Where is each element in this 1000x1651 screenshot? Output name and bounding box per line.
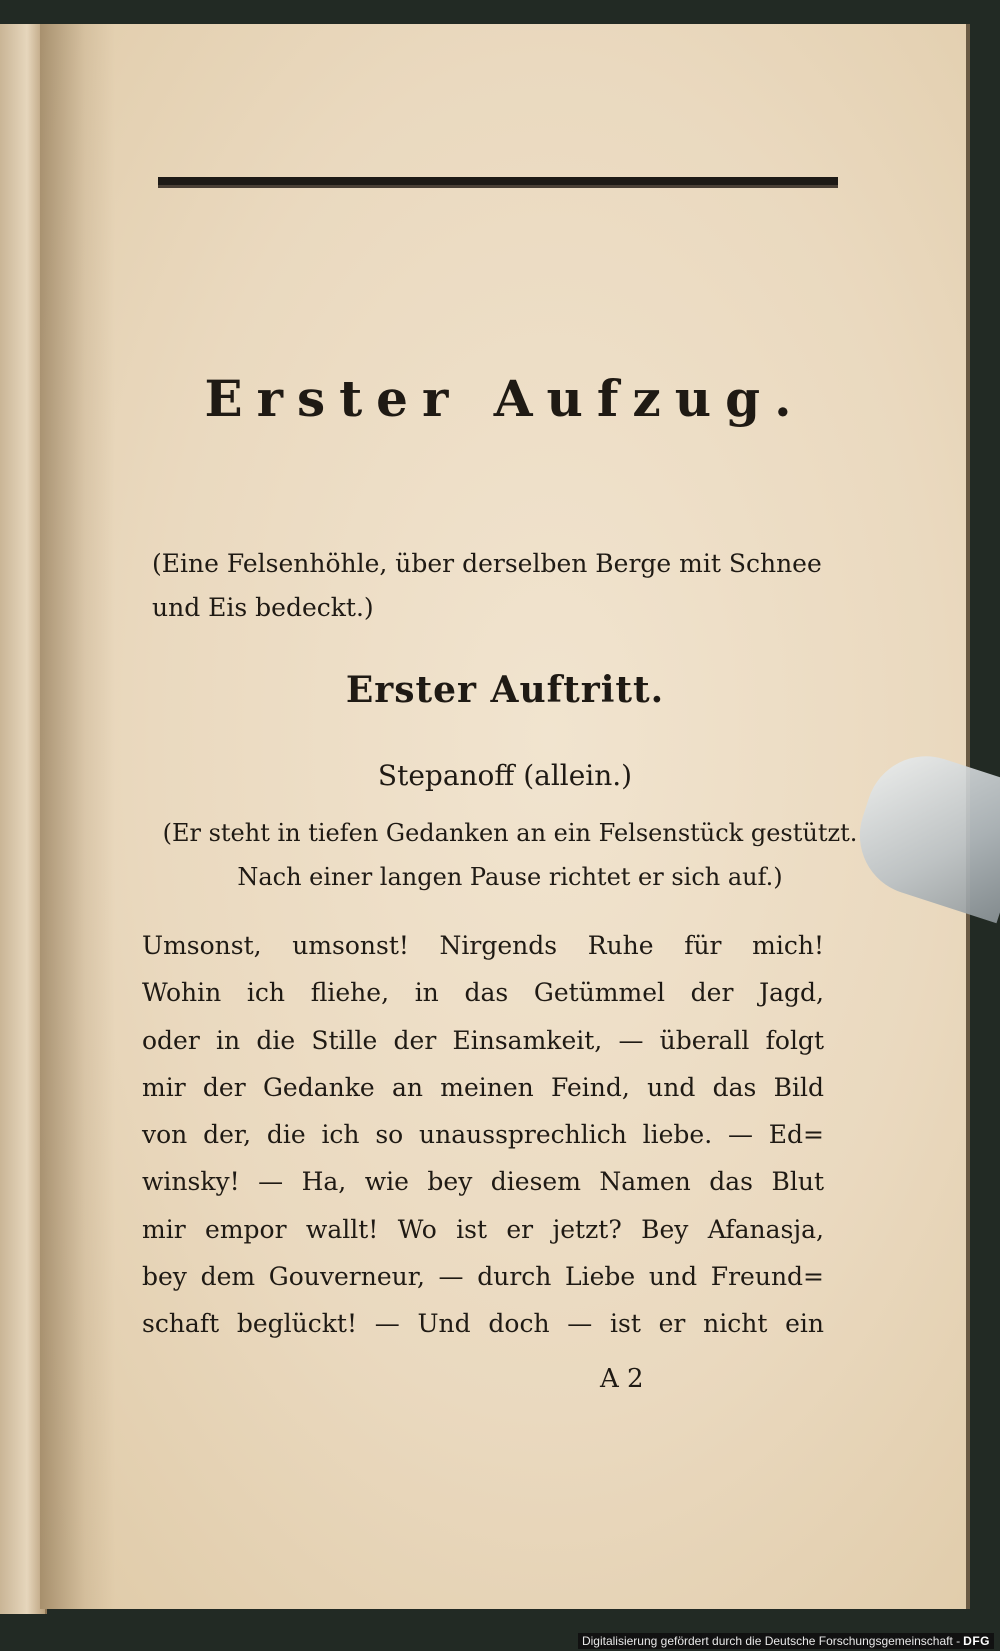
stage-direction-line: Nach einer langen Pause richtet er sich auf.) bbox=[237, 863, 783, 891]
digitization-credit bbox=[578, 1633, 994, 1649]
monologue-line: winsky! — Ha, wie bey diesem Namen das Blut bbox=[142, 1167, 824, 1197]
book-page bbox=[40, 24, 970, 1609]
monologue-line: oder in die Stille der Einsamkeit, — überall folgt bbox=[142, 1025, 824, 1055]
gutter-shadow bbox=[40, 24, 115, 1609]
monologue-line: Wohin ich fliehe, in das Getümmel der Jagd, bbox=[142, 978, 824, 1008]
stage-setting-line: (Eine Felsenhöhle, über derselben Berge mit Schnee bbox=[152, 549, 822, 578]
scene-title: Erster Auftritt. bbox=[345, 669, 665, 711]
stage-setting bbox=[152, 542, 822, 630]
character-line: Stepanoff (allein.) bbox=[377, 759, 633, 792]
monologue-line: mir der Gedanke an meinen Feind, und das Bild bbox=[142, 1072, 824, 1102]
stage-setting-line: und Eis bedeckt.) bbox=[152, 593, 374, 622]
monologue-line: Umsonst, umsonst! Nirgends Ruhe für mich! bbox=[142, 931, 824, 960]
catchword: A 2 bbox=[600, 1364, 644, 1394]
dfg-logo: DFG bbox=[963, 1634, 990, 1648]
monologue bbox=[142, 922, 824, 1348]
stage-direction-line: (Er steht in tiefen Gedanken an ein Felsenstück gestützt. bbox=[162, 819, 858, 847]
stage-direction bbox=[140, 811, 880, 899]
monologue-line: mir empor wallt! Wo ist er jetzt? Bey Afanasja, bbox=[142, 1214, 824, 1244]
credit-text: Digitalisierung gefördert durch die Deutsche Forschungsgemeinschaft - bbox=[581, 1634, 961, 1648]
monologue-line: bey dem Gouverneur, — durch Liebe und Freund= bbox=[142, 1262, 824, 1292]
act-title: Erster Aufzug. bbox=[204, 369, 806, 428]
header-rule bbox=[158, 177, 838, 188]
monologue-line: schaft beglückt! — Und doch — ist er nicht ein bbox=[142, 1309, 824, 1339]
monologue-line: von der, die ich so unaussprechlich liebe. — Ed= bbox=[142, 1120, 824, 1150]
